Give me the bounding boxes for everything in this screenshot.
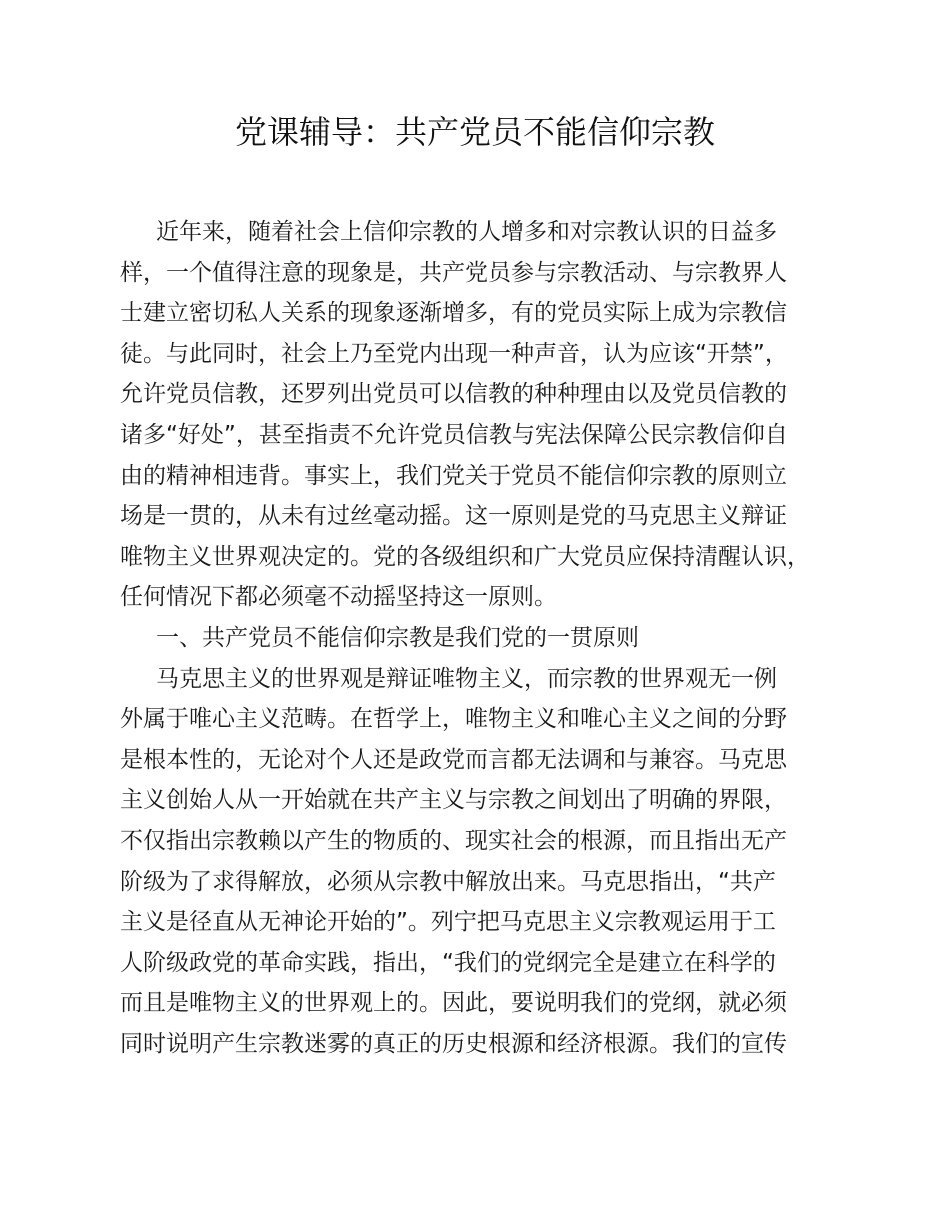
text-line: 不仅指出宗教赖以产生的物质的、现实社会的根源，而且指出无产 (120, 827, 787, 854)
text-line: 是根本性的，无论对个人还是政党而言都无法调和与兼容。马克思 (120, 746, 787, 773)
text-line: 士建立密切私人关系的现象逐渐增多，有的党员实际上成为宗教信 (120, 300, 787, 327)
text-line: 同时说明产生宗教迷雾的真正的历史根源和经济根源。我们的宣传 (120, 1030, 787, 1057)
text-line: 主义是径直从无神论开始的”。列宁把马克思主义宗教观运用于工 (120, 909, 776, 936)
text-line: 外属于唯心主义范畴。在哲学上，唯物主义和唯心主义之间的分野 (120, 706, 787, 733)
text-line: 唯物主义世界观决定的。党的各级组织和广大党员应保持清醒认识， (120, 543, 810, 570)
text-line: 允许党员信教，还罗列出党员可以信教的种种理由以及党员信教的 (120, 381, 787, 408)
text-line: 马克思主义的世界观是辩证唯物主义，而宗教的世界观无一例 (156, 665, 777, 692)
document-title: 党课辅导：共产党员不能信仰宗教 (234, 113, 715, 151)
text-line: 主义创始人从一开始就在共产主义与宗教之间划出了明确的界限， (120, 787, 787, 814)
text-line: 而且是唯物主义的世界观上的。因此，要说明我们的党纲，就必须 (120, 990, 787, 1017)
text-line: 徒。与此同时，社会上乃至党内出现一种声音，认为应该“开禁”， (120, 340, 788, 367)
document-body (120, 212, 840, 1064)
text-line: 诸多“好处”，甚至指责不允许党员信教与宪法保障公民宗教信仰自 (120, 421, 788, 448)
paragraph-intro (120, 212, 840, 618)
text-line: 场是一贯的，从未有过丝毫动摇。这一原则是党的马克思主义辩证 (120, 503, 787, 530)
text-line: 阶级为了求得解放，必须从宗教中解放出来。马克思指出，“共产 (120, 868, 776, 895)
text-line: 样，一个值得注意的现象是，共产党员参与宗教活动、与宗教界人 (120, 259, 787, 286)
text-line: 人阶级政党的革命实践，指出，“我们的党纲完全是建立在科学的 (120, 949, 776, 976)
text-line: 由的精神相违背。事实上，我们党关于党员不能信仰宗教的原则立 (120, 462, 787, 489)
paragraph-marxism (120, 659, 840, 1065)
text-line: 近年来，随着社会上信仰宗教的人增多和对宗教认识的日益多 (156, 219, 777, 245)
section-heading: 一、共产党员不能信仰宗教是我们党的一贯原则 (156, 624, 639, 651)
text-line: 任何情况下都必须毫不动摇坚持这一原则。 (120, 584, 557, 611)
